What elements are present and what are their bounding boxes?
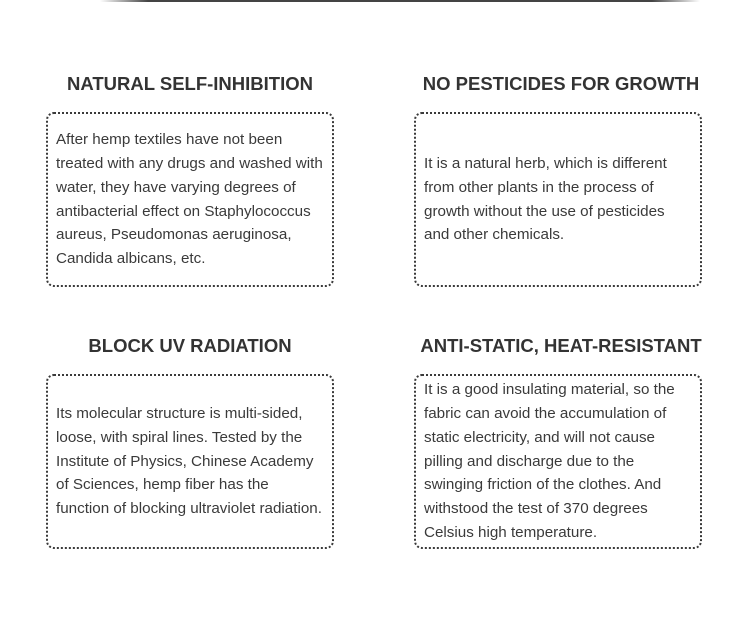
feature-description: It is a natural herb, which is different from other plants in the process of growth without the use of pesticides and other chemicals. (424, 154, 667, 244)
feature-description-box (414, 112, 702, 287)
feature-description: It is a good insulating material, so the fabric can avoid the accumulation of static electricity, and will not cause pilling and discharge due to the swinging friction of the clothes. And withstood the test of 370 degrees Celsius high temperature. (424, 381, 675, 541)
feature-natural-self-inhibition (46, 72, 338, 268)
feature-description: Its molecular structure is multi-sided, loose, with spiral lines. Tested by the Institute of Physics, Chinese Academy of Sciences, hemp fiber has the function of blocking ultraviolet radiation. (56, 405, 322, 518)
feature-description: After hemp textiles have not been treated with any drugs and washed with water, they have varying degrees of antibacterial effect on Staphylococcus aureus, Pseudomonas aeruginosa, Candida albicans, etc. (56, 131, 323, 268)
feature-description-box (46, 374, 334, 549)
feature-block-uv-radiation (46, 334, 338, 518)
feature-description-box (414, 374, 702, 549)
feature-title: BLOCK UV RADIATION (88, 335, 292, 356)
feature-title: ANTI-STATIC, HEAT-RESISTANT (420, 335, 702, 356)
feature-no-pesticides (414, 72, 706, 244)
feature-title: NO PESTICIDES FOR GROWTH (422, 73, 700, 94)
feature-title: NATURAL SELF-INHIBITION (67, 73, 313, 94)
feature-anti-static-heat-resistant (414, 334, 706, 541)
top-divider (100, 0, 700, 2)
feature-description-box (46, 112, 334, 287)
